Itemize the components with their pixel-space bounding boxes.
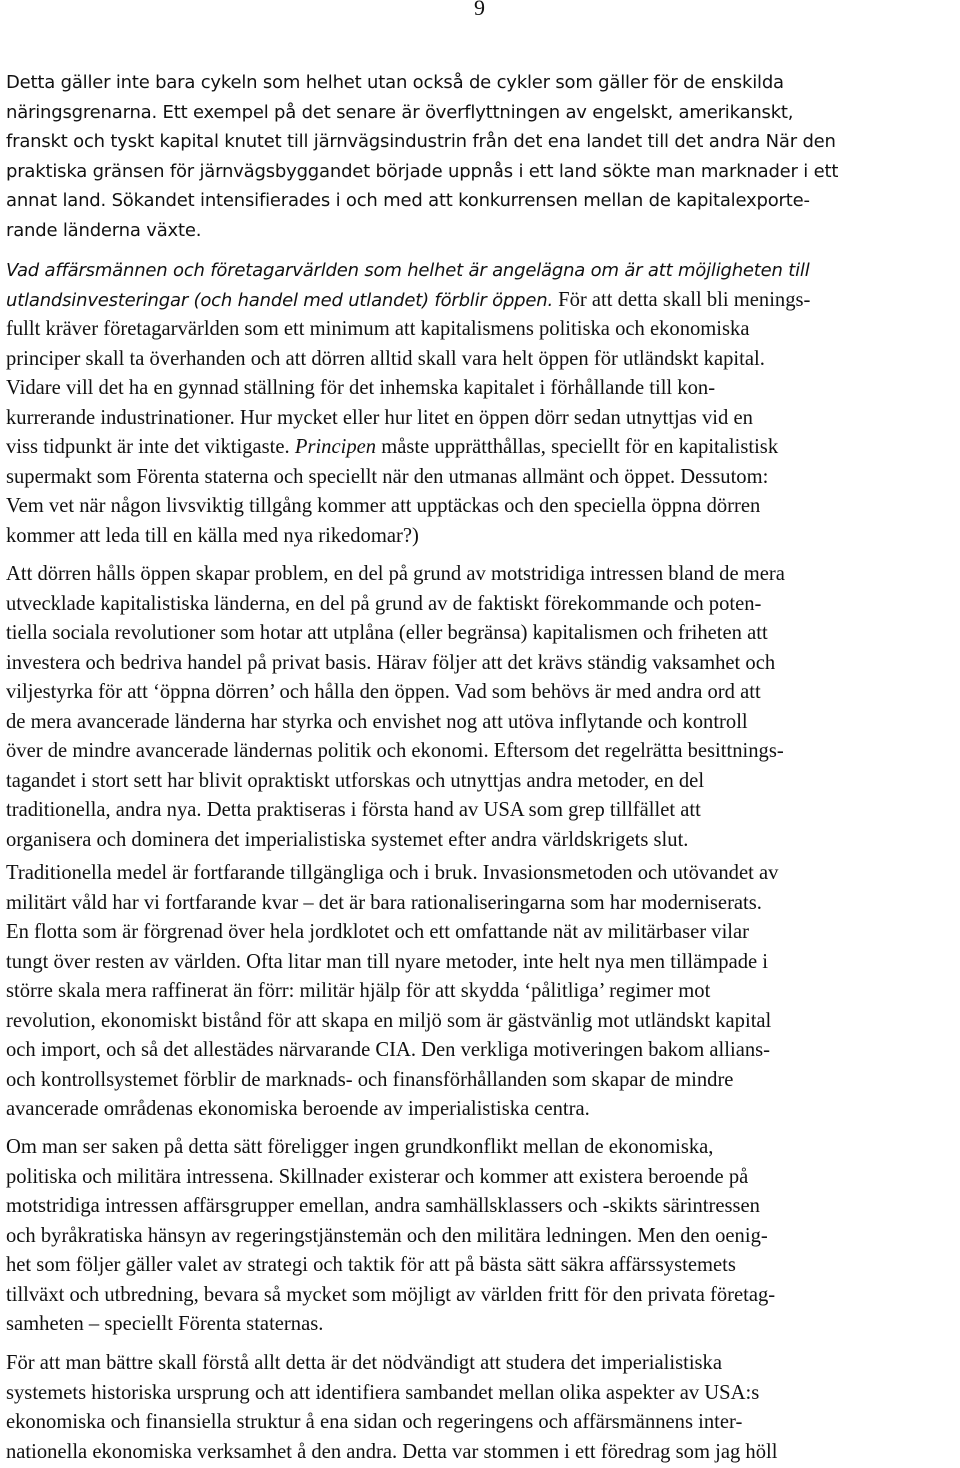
text-line: investera och bedriva handel på privat basis. Härav följer att det krävs ständig vaksamhet och	[6, 651, 776, 674]
text-line: näringsgrenarna. Ett exempel på det senare är överflyttningen av engelskt, amerikanskt,	[6, 101, 794, 123]
text-line: principer skall ta överhanden och att dörren alltid skall vara helt öppen för utländskt kapital.	[6, 347, 765, 370]
text-line: avancerade områdenas ekonomiska beroende av imperialistiska centra.	[6, 1098, 590, 1120]
paragraph-traditional-means	[6, 859, 956, 1125]
text-line: över de mindre avancerade ländernas politik och ekonomi. Eftersom det regelrätta besittnings-	[6, 740, 784, 762]
italic-segment: Principen	[294, 436, 377, 458]
text-line: tungt över resten av världen. Ofta litar man till nyare metoder, inte helt nya men tillämpade i	[6, 950, 769, 973]
text-segment: viss tidpunkt är inte det viktigaste.	[6, 436, 295, 458]
text-line: Detta gäller inte bara cykeln som helhet utan också de cykler som gäller för de enskilda	[6, 72, 784, 93]
text-line: revolution, ekonomiskt bistånd för att skapa en miljö som är gästvänlig mot utländskt kapital	[6, 1009, 772, 1032]
text-line: supermakt som Förenta staterna och speciellt när den utmanas allmänt och öppet. Dessutom:	[6, 465, 769, 488]
text-line: och import, och så det allestädes närvarande CIA. Den verkliga motiveringen bakom allians-	[6, 1039, 771, 1061]
text-line	[6, 286, 956, 316]
text-line: Vidare vill det ha en gynnad ställning för det inhemska kapitalet i förhållande till kon-	[6, 377, 716, 399]
text-line: annat land. Sökandet intensifierades i och med att konkurrensen mellan de kapitalexporte-	[6, 190, 810, 211]
text-line: samheten – speciellt Förenta staternas.	[6, 1313, 324, 1335]
text-line: Om man ser saken på detta sätt föreligger ingen grundkonflikt mellan de ekonomiska,	[6, 1136, 714, 1158]
text-line: kommer att leda till en källa med nya rikedomar?)	[6, 524, 419, 547]
text-line: Att dörren hålls öppen skapar problem, en del på grund av motstridiga intressen bland de mera	[6, 563, 785, 585]
italic-line: Vad affärsmännen och företagarvärlden som helhet är angelägna om är att möjligheten till	[6, 260, 810, 281]
text-line: och byråkratiska hänsyn av regeringstjänstemän och den militära ledningen. Men den oenig-	[6, 1224, 768, 1247]
text-line: de mera avancerade länderna har styrka och envishet nog att utöva inflytande och kontroll	[6, 710, 748, 733]
text-line: tiella sociala revolutioner som hotar att utplåna (eller begränsa) kapitalismen och friheten att	[6, 622, 768, 644]
text-line: Traditionella medel är fortfarande tillgängliga och i bruk. Invasionsmetoden och utövandet av	[6, 862, 779, 884]
text-line: systemets historiska ursprung och att identifiera sambandet mellan olika aspekter av USA:s	[6, 1381, 760, 1404]
text-line: För att man bättre skall förstå allt detta är det nödvändigt att studera det imperialistiska	[6, 1352, 722, 1374]
text-line: motstridiga intressen affärsgrupper emellan, andra samhällsklassers och -skikts särintressen	[6, 1195, 760, 1217]
italic-segment: utlandsinvesteringar (och handel med utlandet) förblir öppen.	[6, 289, 554, 311]
text-line: traditionella, andra nya. Detta praktiseras i första hand av USA som grep tillfället att	[6, 799, 701, 821]
text-line: tagandet i stort sett har blivit opraktiskt utforskas och utnyttjas andra metoder, en del	[6, 769, 705, 792]
text-line: En flotta som är förgrenad över hela jordklotet och ett omfattande nät av militärbaser vilar	[6, 921, 750, 943]
text-line: och kontrollsystemet förblir de marknads- och finansförhållanden som skapar de mindre	[6, 1068, 734, 1091]
text-line: kurrerande industrinationer. Hur mycket eller hur litet en öppen dörr sedan utnyttjas vid en	[6, 406, 753, 429]
text-segment: För att detta skall bli menings-	[553, 288, 811, 311]
paragraph-open-door	[6, 256, 956, 551]
page-number: 9	[474, 0, 485, 20]
text-line: ekonomiska och finansiella struktur å ena sidan och regeringens och affärsmännens inter-	[6, 1411, 743, 1433]
text-line: nationella ekonomiska verksamhet å den andra. Detta var stommen i ett föredrag som jag höll	[6, 1440, 778, 1463]
text-line: politiska och militära intressena. Skillnader existerar och kommer att existera beroende på	[6, 1165, 749, 1188]
text-segment: måste upprätthållas, speciellt för en kapitalistisk	[376, 436, 779, 458]
text-line: större skala mera raffinerat än förr: militär hjälp för att skydda ‘pålitliga’ regimer mot	[6, 980, 711, 1002]
paragraph-cycles	[6, 68, 956, 245]
text-line: praktiska gränsen för järnvägsbyggandet började uppnås i ett land sökte man marknader i ett	[6, 160, 839, 182]
text-line: franskt och tyskt kapital knutet till järnvägsindustrin från det ena landet till det andra När den	[6, 131, 836, 152]
text-line: viljestyrka för att ‘öppna dörren’ och hålla den öppen. Vad som behövs är med andra ord att	[6, 681, 761, 703]
text-line: organisera och dominera det imperialistiska systemet efter andra världskrigets slut.	[6, 828, 689, 851]
text-line: Vem vet när någon livsviktig tillgång kommer att upptäckas och den speciella öppna dörren	[6, 495, 761, 517]
text-line	[6, 433, 956, 463]
paragraph-problems	[6, 560, 956, 855]
paragraph-understanding	[6, 1349, 956, 1467]
text-line: utvecklade kapitalistiska länderna, en del på grund av de faktiskt förekommande och poten-	[6, 592, 762, 615]
text-line: fullt kräver företagarvärlden som ett minimum att kapitalismens politiska och ekonomiska	[6, 318, 750, 340]
text-line: het som följer gäller valet av strategi och taktik för att på bästa sätt säkra affärssystemets	[6, 1254, 736, 1276]
paragraph-no-conflict	[6, 1133, 956, 1340]
text-line: militärt våld har vi fortfarande kvar – det är bara rationaliseringarna som har moderniserats.	[6, 891, 762, 914]
text-line: rande länderna växte.	[6, 219, 202, 241]
text-line: tillväxt och utbredning, bevara så mycket som möjligt av världen fritt för den privata företag-	[6, 1283, 776, 1306]
